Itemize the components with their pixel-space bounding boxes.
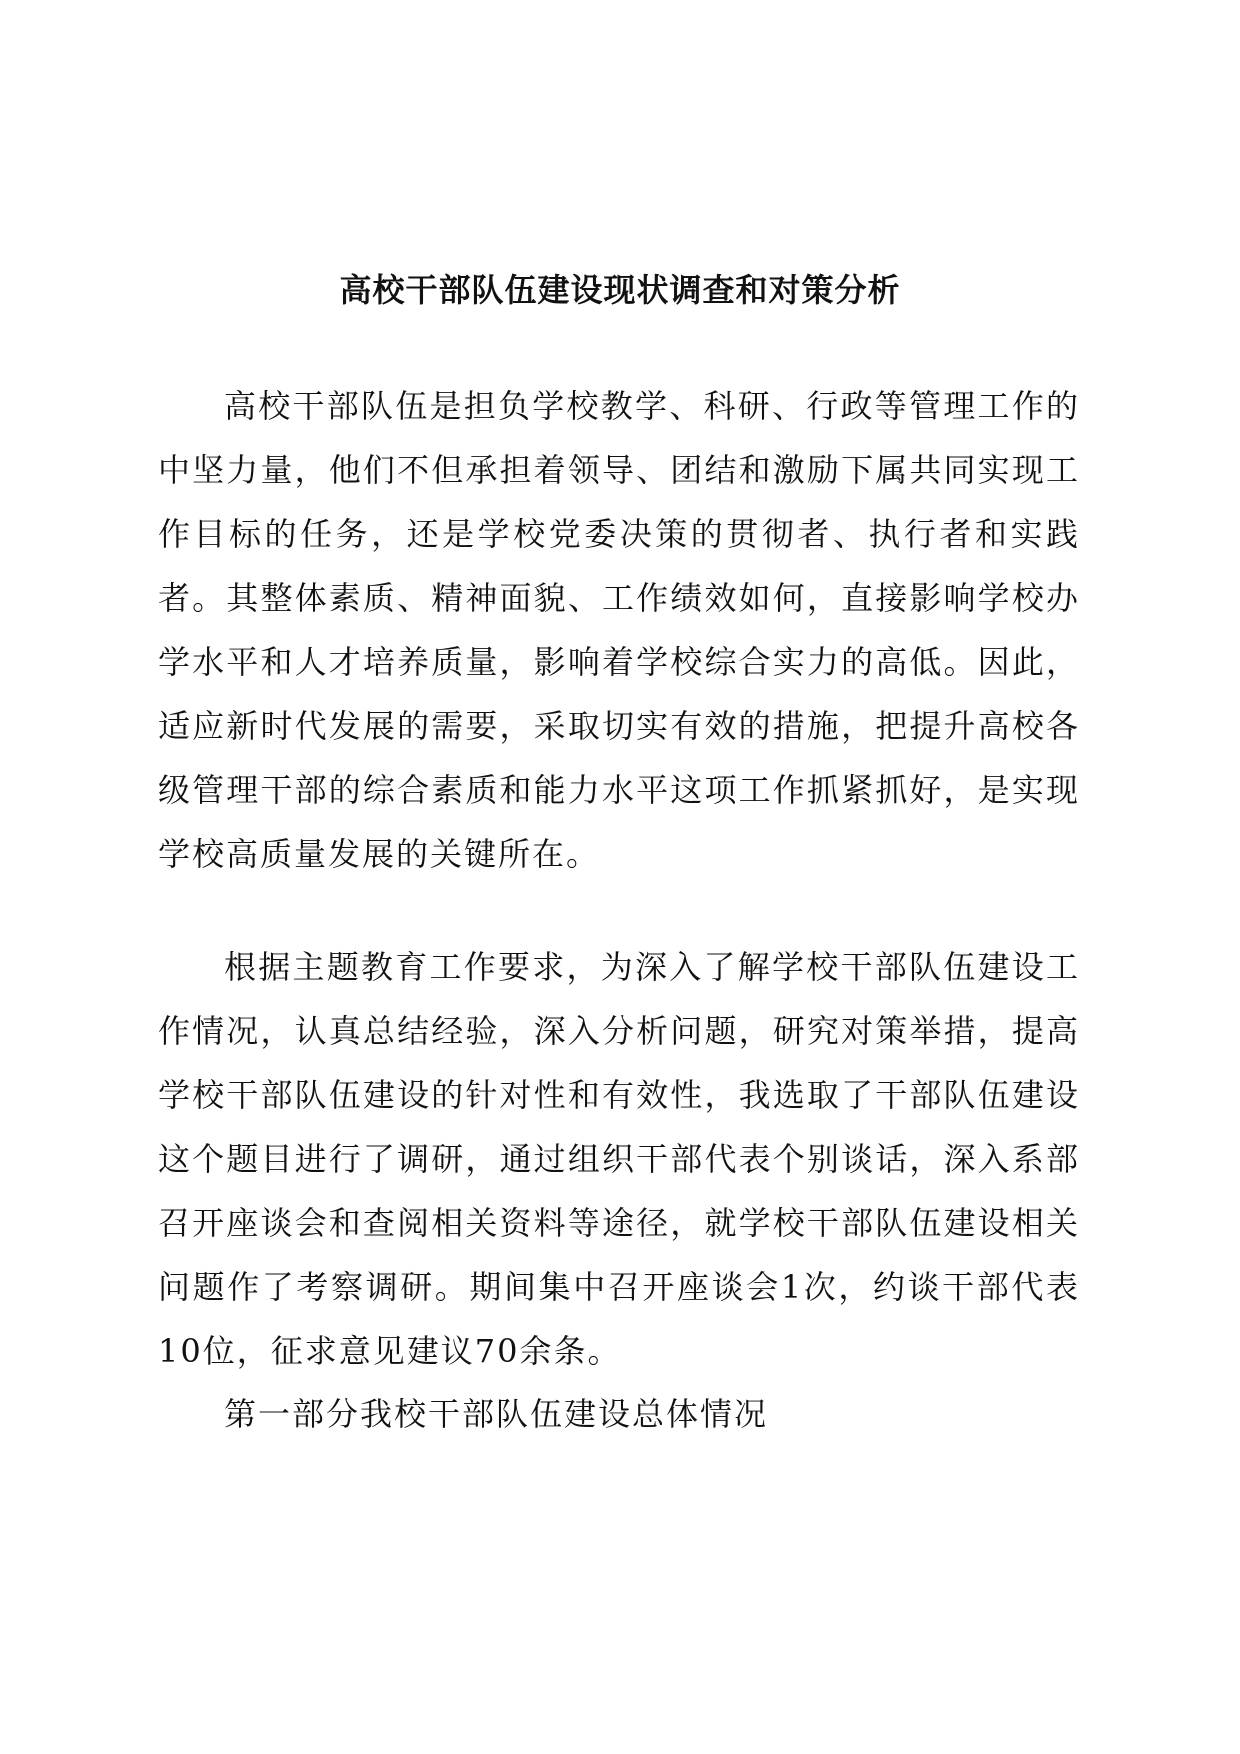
paragraph-research: 根据主题教育工作要求，为深入了解学校干部队伍建设工作情况，认真总结经验，深入分析问题，研究对策举措，提高学校干部队伍建设的针对性和有效性，我选取了干部队伍建设这个题目进行了调研，通过组织干部代表个别谈话，深入系部召开座谈会和查阅相关资料等途径，就学校干部队伍建设相关问题作了考察调研。期间集中召开座谈会1次，约谈干部代表10位，征求意见建议70余条。 bbox=[158, 948, 1080, 1370]
document-title: 高校干部队伍建设现状调查和对策分析 bbox=[339, 271, 901, 309]
paragraph-intro: 高校干部队伍是担负学校教学、科研、行政等管理工作的中坚力量，他们不但承担着领导、团结和激励下属共同实现工作目标的任务，还是学校党委决策的贯彻者、执行者和实践者。其整体素质、精神面貌、工作绩效如何，直接影响学校办学水平和人才培养质量，影响着学校综合实力的高低。因此，适应新时代发展的需要，采取切实有效的措施，把提升高校各级管理干部的综合素质和能力水平这项工作抓紧抓好，是实现学校高质量发展的关键所在。 bbox=[158, 387, 1080, 873]
section-heading-part-one: 第一部分我校干部队伍建设总体情况 bbox=[224, 1395, 769, 1433]
